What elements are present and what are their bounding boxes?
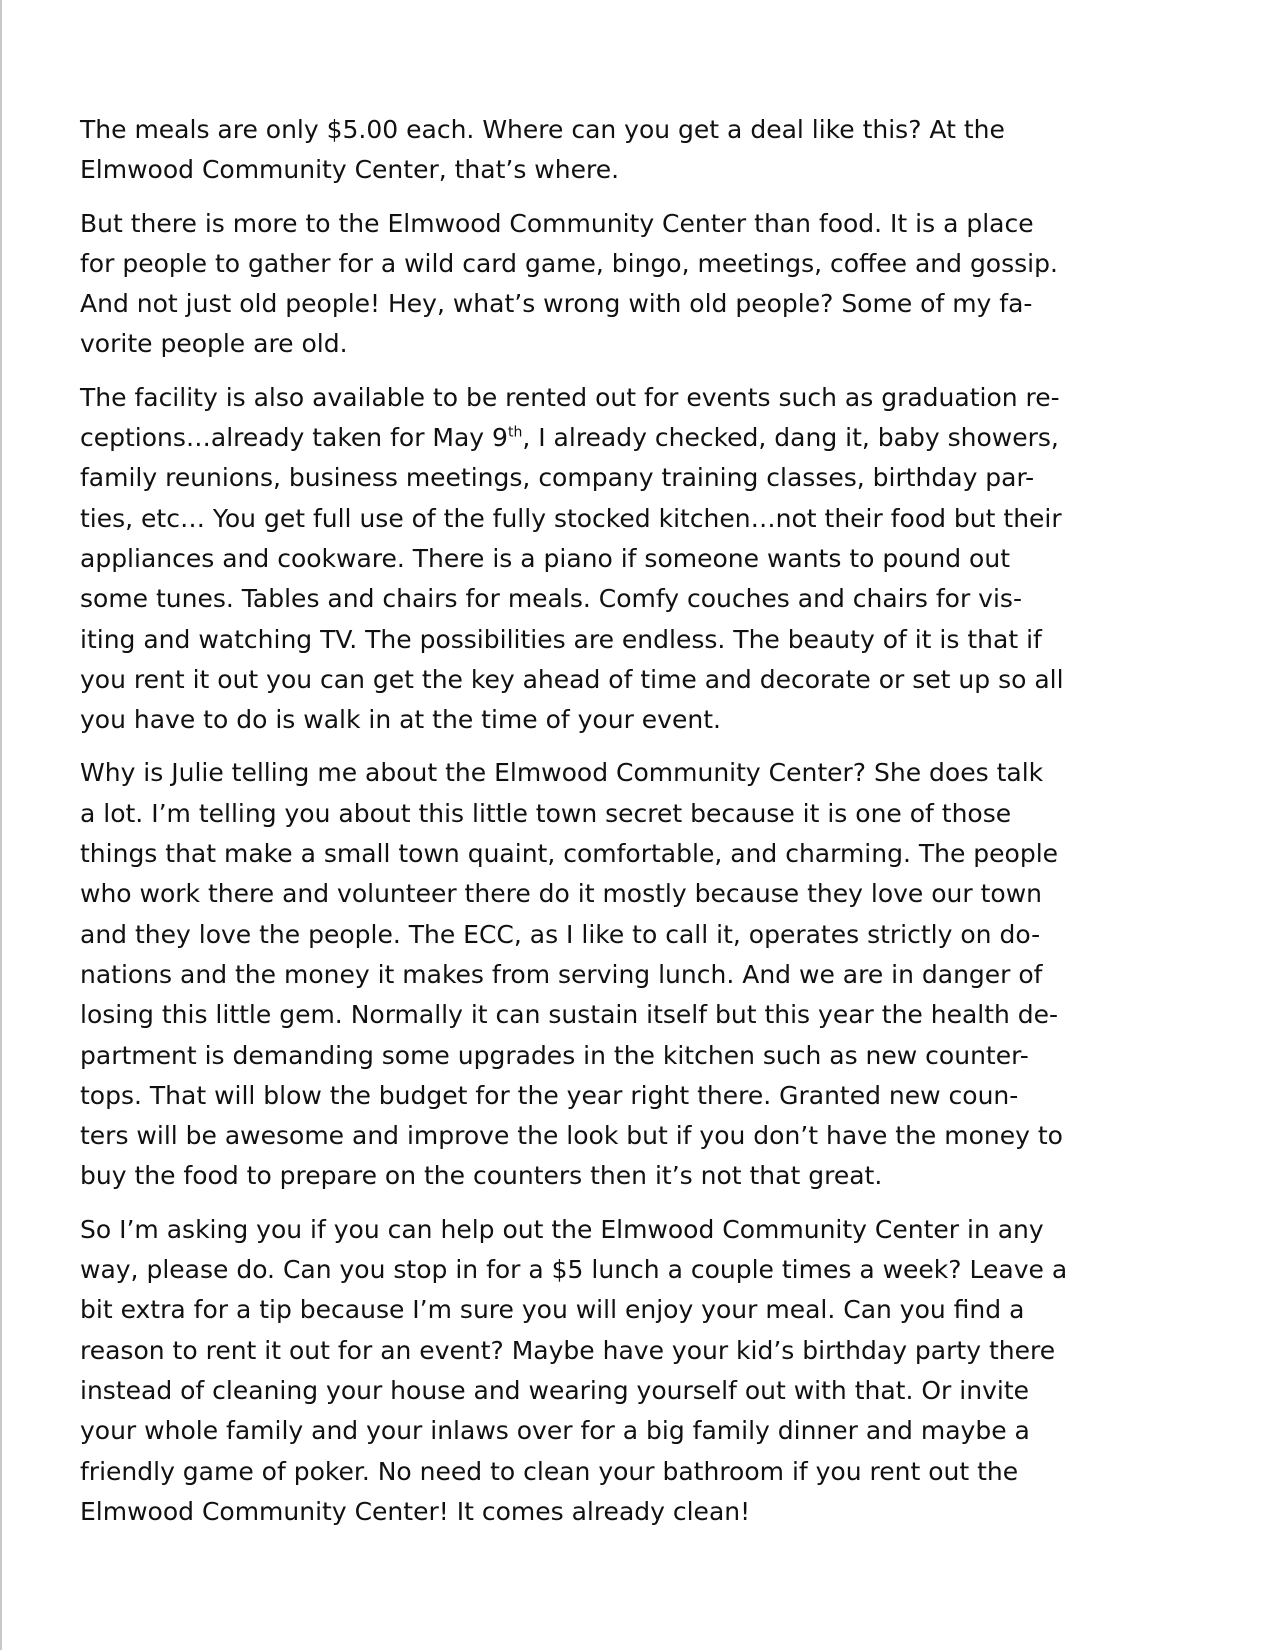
superscript: th [507, 424, 523, 441]
text-segment: you have to do is walk in at the time of your event. [80, 705, 721, 735]
text-line [80, 1492, 1155, 1532]
paragraph [80, 378, 1155, 741]
text-segment: who work there and volunteer there do it mostly because they love our town [80, 879, 1043, 909]
text-line [80, 284, 1155, 324]
text-line [80, 915, 1155, 955]
text-segment: you rent it out you can get the key ahead of time and decorate or set up so all [80, 664, 1064, 694]
text-line [80, 579, 1155, 619]
text-segment: friendly game of poker. No need to clean your bathroom if you rent out the [80, 1456, 1019, 1486]
text-line [80, 874, 1155, 914]
paragraph [80, 1210, 1155, 1532]
text-segment: partment is demanding some upgrades in the kitchen such as new counter- [80, 1040, 1029, 1070]
paragraph [80, 753, 1155, 1196]
text-line [80, 1331, 1155, 1371]
text-line [80, 458, 1155, 498]
text-segment: appliances and cookware. There is a piano if someone wants to pound out [80, 543, 1010, 573]
text-line [80, 620, 1155, 660]
text-segment: way, please do. Can you stop in for a $5 lunch a couple times a week? Leave a [80, 1255, 1068, 1285]
text-line [80, 418, 1155, 458]
text-segment: ties, etc… You get full use of the fully stocked kitchen…not their food but their [80, 503, 1062, 533]
text-segment: iting and watching TV. The possibilities are endless. The beauty of it is that if [80, 624, 1042, 654]
text-line [80, 753, 1155, 793]
text-segment: a lot. I’m telling you about this little town secret because it is one of those [80, 798, 1012, 828]
text-segment: your whole family and your inlaws over for a big family dinner and maybe a [80, 1416, 1030, 1446]
text-line [80, 110, 1155, 150]
document-body [80, 110, 1155, 1545]
text-line [80, 834, 1155, 874]
text-line [80, 1371, 1155, 1411]
text-segment: ters will be awesome and improve the look but if you don’t have the money to [80, 1121, 1063, 1151]
text-line [80, 499, 1155, 539]
text-line [80, 995, 1155, 1035]
text-segment: So I’m asking you if you can help out the Elmwood Community Center in any [80, 1214, 1044, 1244]
text-segment: and they love the people. The ECC, as I like to call it, operates strictly on do- [80, 919, 1041, 949]
paragraph [80, 204, 1155, 365]
text-segment: nations and the money it makes from serving lunch. And we are in danger of [80, 959, 1043, 989]
text-line [80, 700, 1155, 740]
text-line [80, 1156, 1155, 1196]
text-segment: But there is more to the Elmwood Community Center than food. It is a place [80, 208, 1034, 238]
text-segment: And not just old people! Hey, what’s wrong with old people? Some of my fa- [80, 289, 1033, 319]
text-line [80, 1290, 1155, 1330]
text-line [80, 794, 1155, 834]
text-segment: buy the food to prepare on the counters then it’s not that great. [80, 1161, 883, 1191]
text-line [80, 1076, 1155, 1116]
text-segment: Why is Julie telling me about the Elmwood Community Center? She does talk [80, 758, 1044, 788]
text-segment: losing this little gem. Normally it can sustain itself but this year the health de- [80, 1000, 1059, 1030]
text-line [80, 955, 1155, 995]
text-segment: , I already checked, dang it, baby showers, [522, 423, 1059, 453]
text-segment: for people to gather for a wild card game, bingo, meetings, coffee and gossip. [80, 248, 1058, 278]
text-segment: family reunions, business meetings, company training classes, birthday par- [80, 463, 1035, 493]
text-segment: ceptions…already taken for May 9 [80, 423, 508, 453]
text-line [80, 204, 1155, 244]
text-segment: Elmwood Community Center! It comes already clean! [80, 1496, 751, 1526]
text-segment: The facility is also available to be rented out for events such as graduation re- [80, 382, 1060, 412]
text-segment: Elmwood Community Center, that’s where. [80, 155, 620, 185]
text-line [80, 1036, 1155, 1076]
text-segment: reason to rent it out for an event? Maybe have your kid’s birthday party there [80, 1335, 1056, 1365]
text-line [80, 324, 1155, 364]
text-line [80, 1116, 1155, 1156]
text-line [80, 244, 1155, 284]
text-line [80, 1250, 1155, 1290]
text-line [80, 150, 1155, 190]
paragraph [80, 110, 1155, 191]
text-line [80, 539, 1155, 579]
text-segment: bit extra for a tip because I’m sure you will enjoy your meal. Can you find a [80, 1295, 1025, 1325]
text-segment: tops. That will blow the budget for the year right there. Granted new coun- [80, 1080, 1019, 1110]
text-line [80, 1210, 1155, 1250]
text-segment: The meals are only $5.00 each. Where can you get a deal like this? At the [80, 115, 1005, 144]
text-segment: some tunes. Tables and chairs for meals. Comfy couches and chairs for vis- [80, 584, 1022, 614]
text-line [80, 1452, 1155, 1492]
text-line [80, 378, 1155, 418]
text-line [80, 1411, 1155, 1451]
text-segment: instead of cleaning your house and wearing yourself out with that. Or invite [80, 1375, 1029, 1405]
text-segment: vorite people are old. [80, 329, 348, 359]
text-line [80, 660, 1155, 700]
text-segment: things that make a small town quaint, comfortable, and charming. The people [80, 839, 1059, 869]
